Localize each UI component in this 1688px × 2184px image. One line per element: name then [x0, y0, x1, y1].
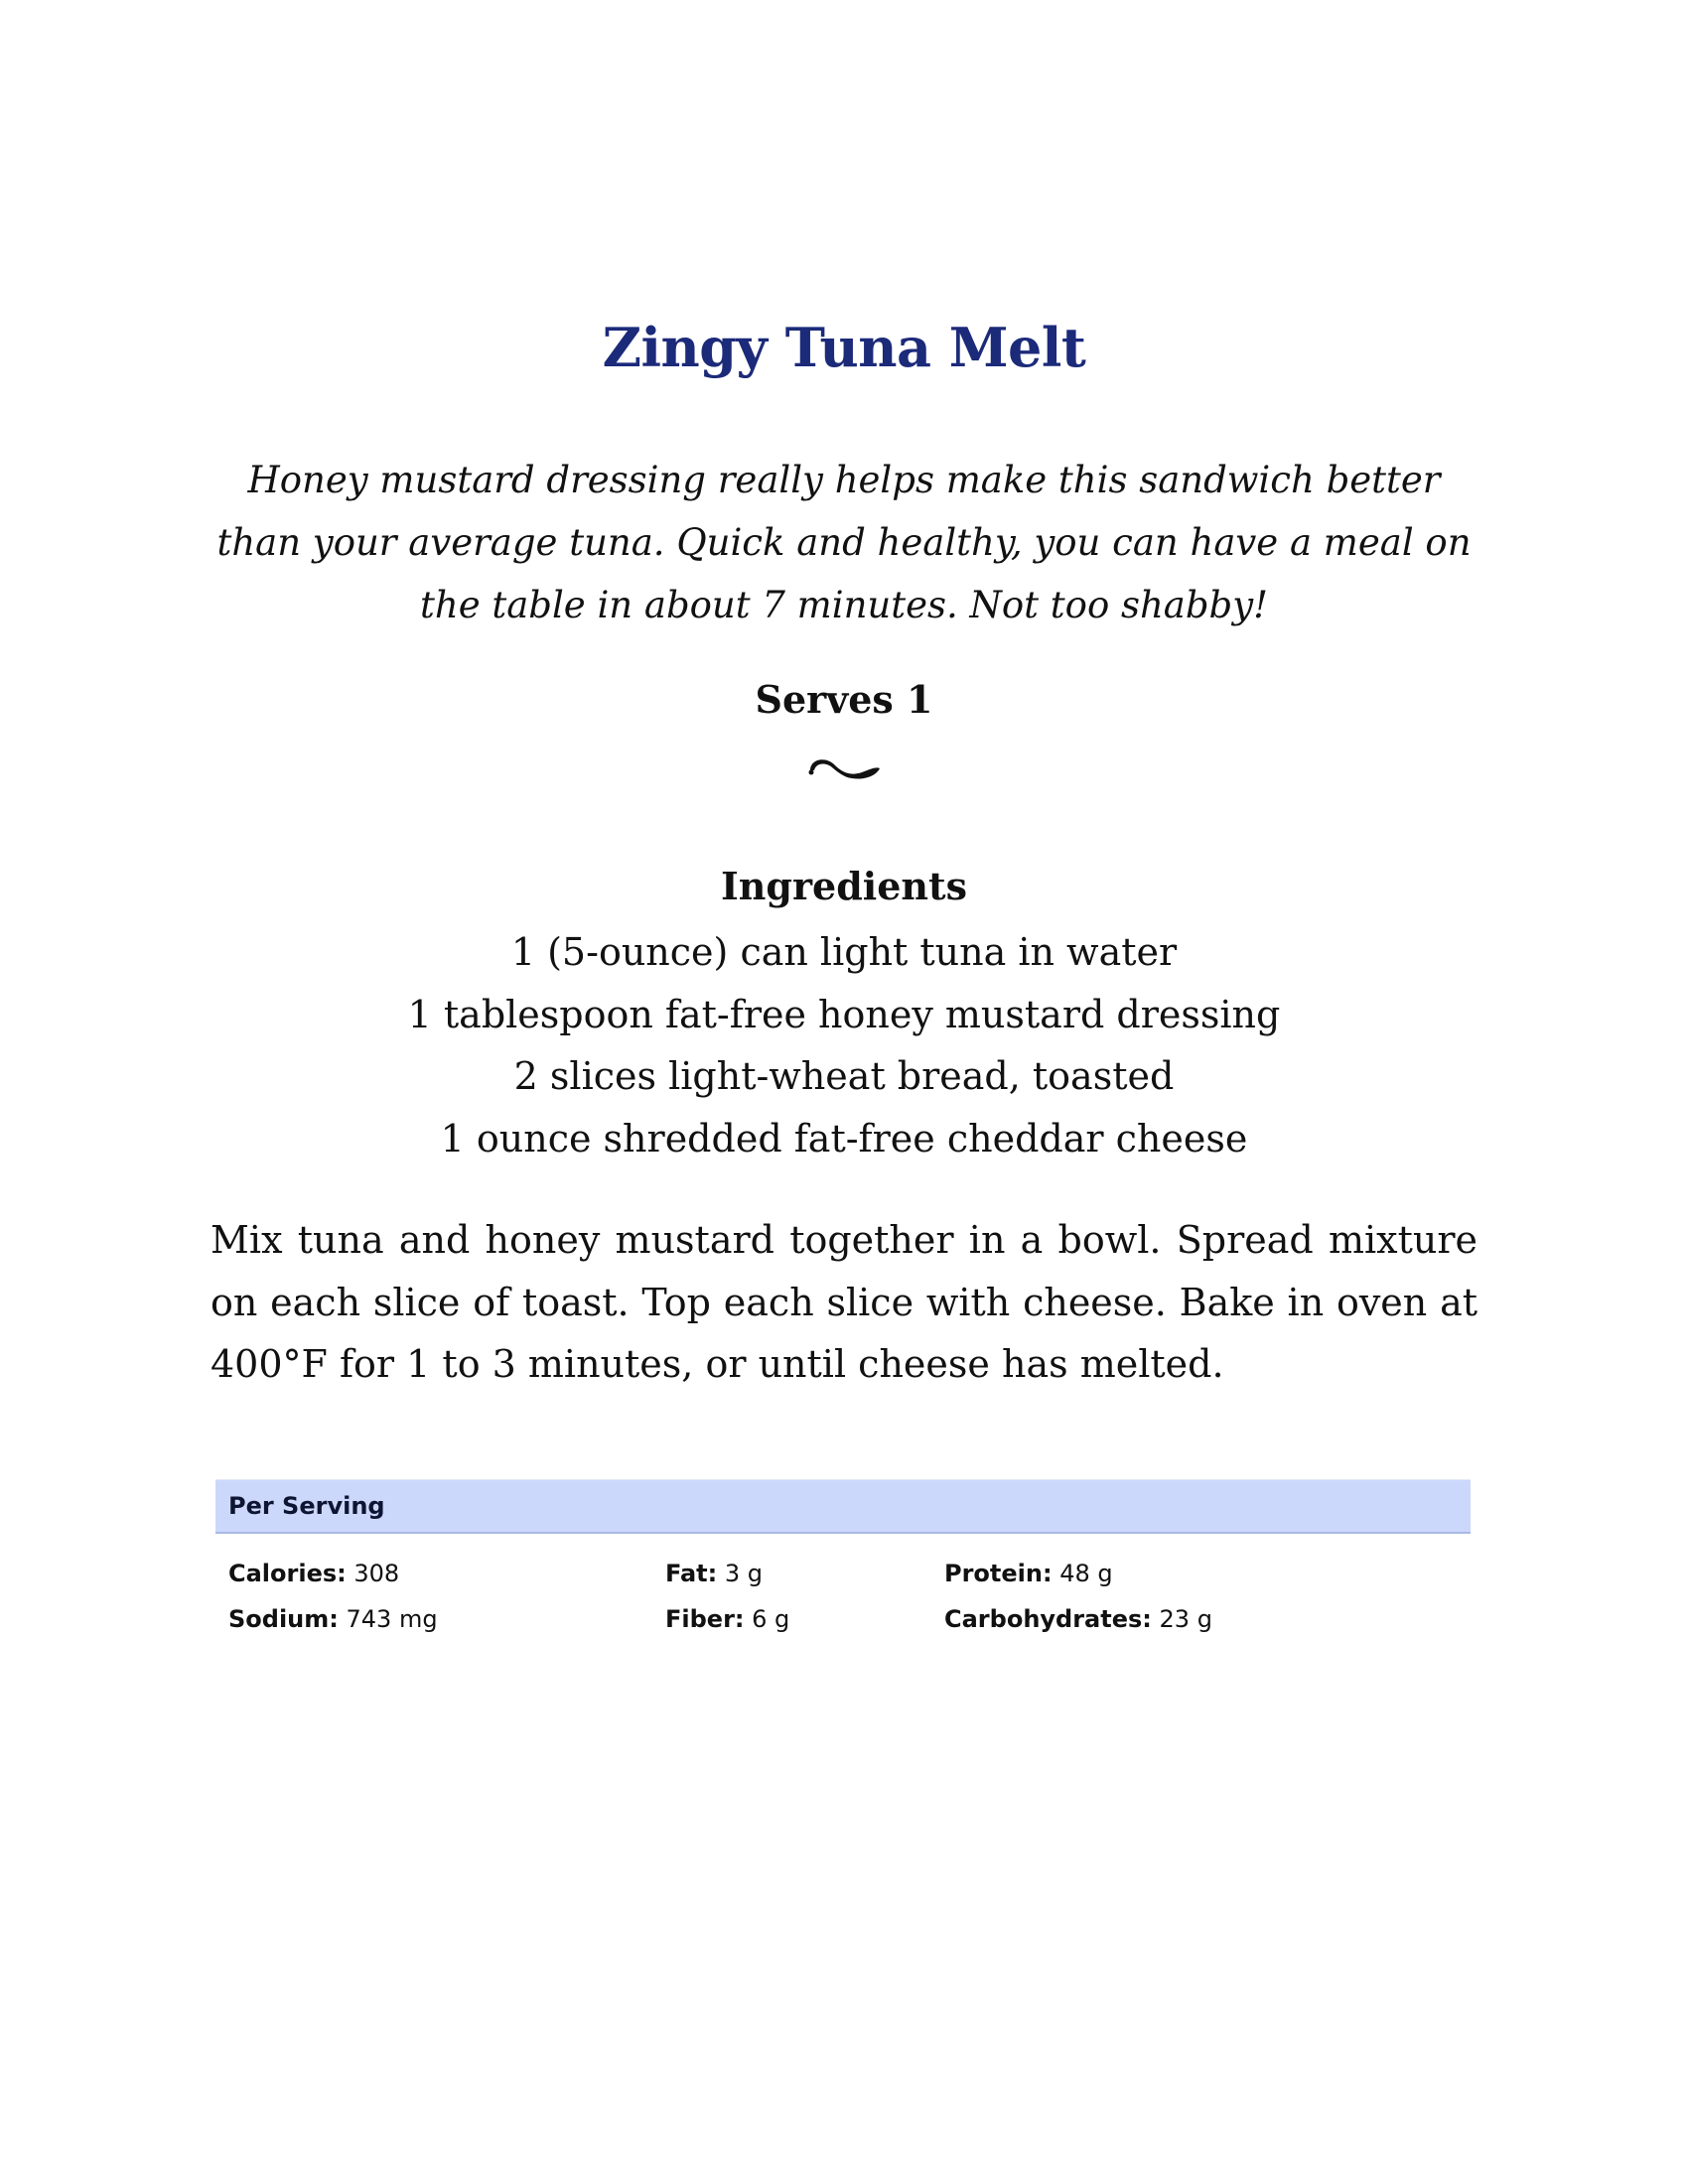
nutrition-value: 48 g [1059, 1560, 1113, 1587]
serves-label: Serves 1 [755, 677, 933, 722]
nutrition-value: 23 g [1159, 1605, 1212, 1633]
nutrition-value: 308 [353, 1560, 400, 1587]
nutrition-label: Fat: [665, 1560, 718, 1587]
ingredient-item: 2 slices light-wheat bread, toasted [513, 1054, 1175, 1098]
nutrition-fiber [665, 1605, 789, 1633]
nutrition-carbohydrates [944, 1605, 1212, 1633]
nutrition-label: Calories: [228, 1560, 347, 1587]
nutrition-label: Sodium: [228, 1605, 339, 1633]
recipe-title: Zingy Tuna Melt [602, 316, 1086, 379]
directions-text: Mix tuna and honey mustard together in a bowl. Spread mixture on each slice of toast. Top each slice with cheese. Bake in oven at 400°F for 1 to 3 minutes, or until cheese has melted. [211, 1218, 1477, 1386]
ingredient-item: 1 (5-ounce) can light tuna in water [510, 930, 1178, 974]
nutrition-label: Carbohydrates: [944, 1605, 1152, 1633]
nutrition-fat [665, 1560, 763, 1587]
nutrition-header: Per Serving [215, 1479, 1471, 1534]
ingredient-item: 1 tablespoon fat-free honey mustard dressing [407, 992, 1281, 1036]
nutrition-grid [215, 1534, 1471, 1633]
nutrition-panel [215, 1479, 1471, 1633]
ingredient-item: 1 ounce shredded fat-free cheddar cheese [440, 1116, 1248, 1160]
nutrition-label: Protein: [944, 1560, 1053, 1587]
nutrition-label: Fiber: [665, 1605, 745, 1633]
nutrition-protein [944, 1560, 1113, 1587]
nutrition-value: 6 g [752, 1605, 790, 1633]
swash-ornament-icon [804, 751, 884, 786]
recipe-intro: Honey mustard dressing really helps make this sandwich better than your average tuna. Quick and healthy, you can have a meal on the table in about 7 minutes. Not too shabby! [216, 459, 1472, 626]
nutrition-value: 3 g [724, 1560, 764, 1587]
ingredients-list [0, 921, 1688, 1169]
nutrition-sodium [228, 1605, 438, 1633]
nutrition-calories [228, 1560, 399, 1587]
nutrition-value: 743 mg [346, 1605, 438, 1633]
ingredients-heading: Ingredients [721, 864, 967, 908]
